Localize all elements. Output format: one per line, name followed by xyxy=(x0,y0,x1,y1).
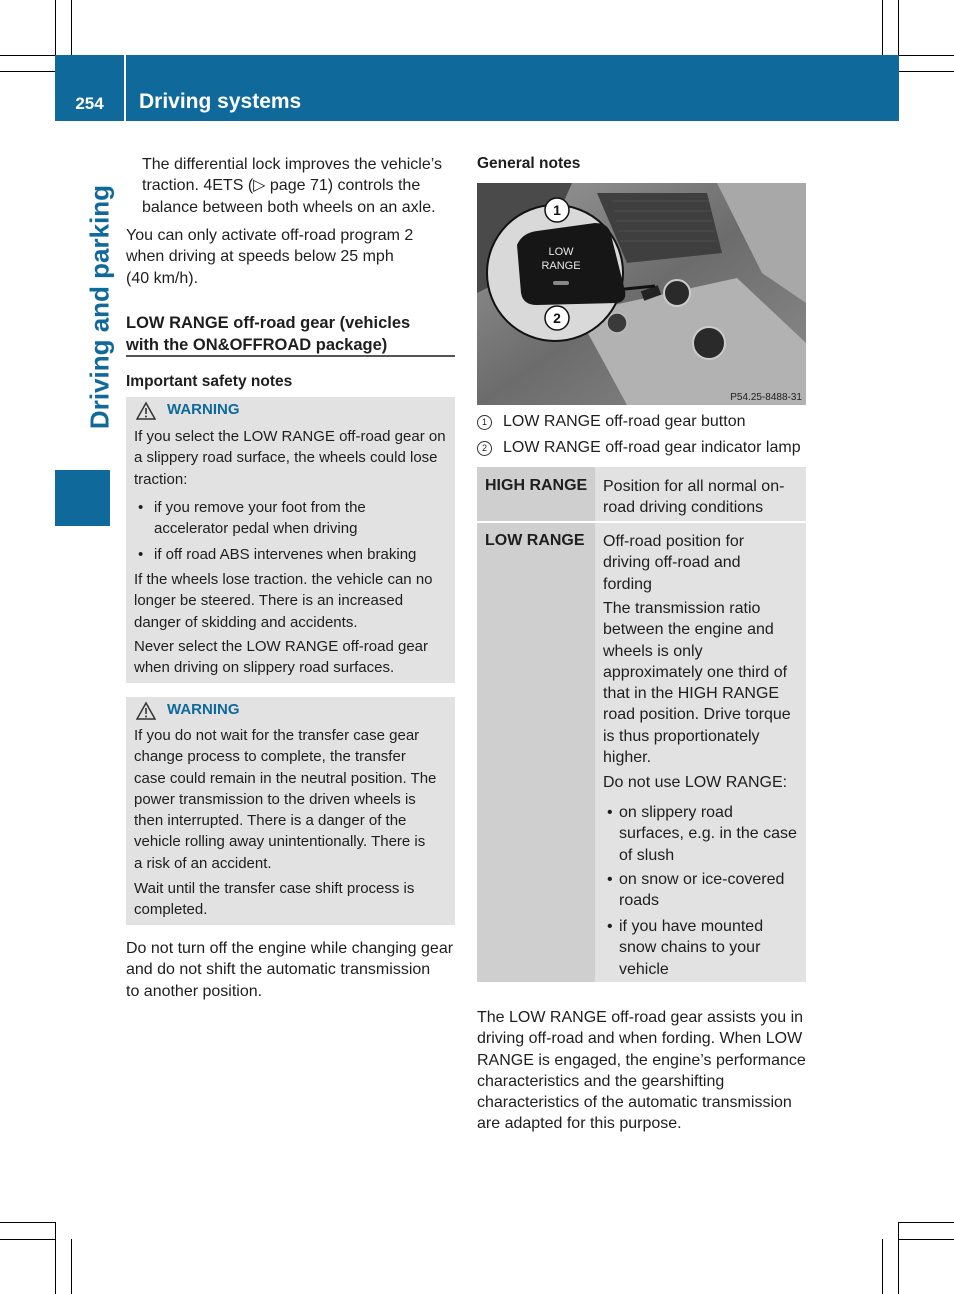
warning-text: If you do not wait for the transfer case gear change process to complete, the transfer case could remain in the neutral position. The power transmission to the driven wheels is then interrupted. There is a danger of the vehicle rolling away unintentionally. There is a risk of an accident. xyxy=(134,727,437,872)
intro-paragraph-2: You can only activate off-road program 2 when driving at speeds below 25 mph (40 km/h). xyxy=(126,227,414,287)
center-console-photo xyxy=(477,183,806,405)
crop-mark xyxy=(899,71,954,72)
low-range-button-text-line1: LOW xyxy=(548,246,574,258)
crop-mark xyxy=(0,1222,55,1223)
warning-text: Wait until the transfer case shift process is completed. xyxy=(134,880,415,919)
warning-text: If you select the LOW RANGE off-road gear on a slippery road surface, the wheels could lose traction: xyxy=(134,428,446,488)
list-item: • on slippery road surfaces, e.g. in the case of slush xyxy=(607,804,797,864)
crop-mark xyxy=(55,0,56,55)
closing-paragraph-right: The LOW RANGE off-road gear assists you in driving off-road and when fording. When LOW RANGE is engaged, the engine’s performance characteristics and the gearshifting characteristics of the automatic transmission are adapted for this purpose. xyxy=(477,1009,806,1133)
crop-mark xyxy=(899,1239,954,1240)
callout-1-marker: 1 xyxy=(477,415,492,430)
crop-mark xyxy=(898,0,899,55)
crop-mark xyxy=(898,1222,899,1294)
table-row-value: Do not use LOW RANGE: xyxy=(603,774,788,791)
general-notes-heading: General notes xyxy=(477,155,581,172)
warning-label: WARNING xyxy=(167,701,240,718)
legend-item-1: 1 LOW RANGE off-road gear button xyxy=(477,411,817,433)
warning-text: If the wheels lose traction. the vehicle can no longer be steered. There is an increased danger of skidding and accidents. xyxy=(134,571,433,631)
intro-paragraph-1: The differential lock improves the vehicle’s traction. 4ETS (▷ page 71) controls the balance between both wheels on an axle. xyxy=(142,156,442,216)
crop-mark xyxy=(882,1239,883,1294)
crop-mark xyxy=(71,0,72,55)
section-heading: LOW RANGE off-road gear (vehicles with the ON&OFFROAD package) xyxy=(126,314,411,354)
warning-text: Never select the LOW RANGE off-road gear when driving on slippery road surfaces. xyxy=(134,638,429,677)
legend-item-2: 2 LOW RANGE off-road gear indicator lamp xyxy=(477,437,817,459)
table-row-value: Position for all normal on- road driving conditions xyxy=(603,478,785,517)
warning-triangle-icon xyxy=(136,401,156,421)
warning-label: WARNING xyxy=(167,401,240,418)
subheading-safety: Important safety notes xyxy=(126,373,293,390)
side-section-label: Driving and parking xyxy=(84,184,115,430)
crop-mark xyxy=(882,0,883,55)
warning-triangle-icon xyxy=(136,701,156,721)
side-tab-marker xyxy=(55,470,110,526)
callout-2-marker: 2 xyxy=(477,441,492,456)
table-row-key-high-range: HIGH RANGE xyxy=(485,477,588,494)
crop-mark xyxy=(899,55,954,56)
crop-mark xyxy=(0,55,55,56)
closing-paragraph: Do not turn off the engine while changing gear and do not shift the automatic transmission to another position. xyxy=(126,940,454,1000)
page-number: 254 xyxy=(75,94,104,113)
table-row-value: Off-road position for driving off-road and fording xyxy=(603,533,745,593)
crop-mark xyxy=(55,1222,56,1294)
list-item: • on snow or ice-covered roads xyxy=(607,871,785,910)
warning-box xyxy=(126,397,455,683)
heading-rule xyxy=(126,355,455,357)
crop-mark xyxy=(899,1222,954,1223)
callout-2: 2 xyxy=(553,310,561,326)
page-title: Driving systems xyxy=(139,90,302,113)
low-range-button-text-line2: RANGE xyxy=(541,260,581,272)
list-item: • if you remove your foot from the accelerator pedal when driving xyxy=(138,499,366,538)
image-code: P54.25-8488-31 xyxy=(730,392,802,403)
crop-mark xyxy=(0,1239,55,1240)
list-item: • if you have mounted snow chains to your vehicle xyxy=(607,918,764,978)
table-key-cell xyxy=(477,523,595,982)
warning-box xyxy=(126,697,455,925)
list-item: • if off road ABS intervenes when braking xyxy=(138,546,417,563)
table-row-key-low-range: LOW RANGE xyxy=(485,532,585,549)
crop-mark xyxy=(0,71,55,72)
callout-1: 1 xyxy=(553,202,561,218)
header-divider xyxy=(124,55,126,121)
crop-mark xyxy=(71,1239,72,1294)
table-row-value: The transmission ratio between the engine and wheels is only approximately one third of that in the HIGH RANGE road position. Drive torque is thus proportionately higher. xyxy=(603,600,791,767)
